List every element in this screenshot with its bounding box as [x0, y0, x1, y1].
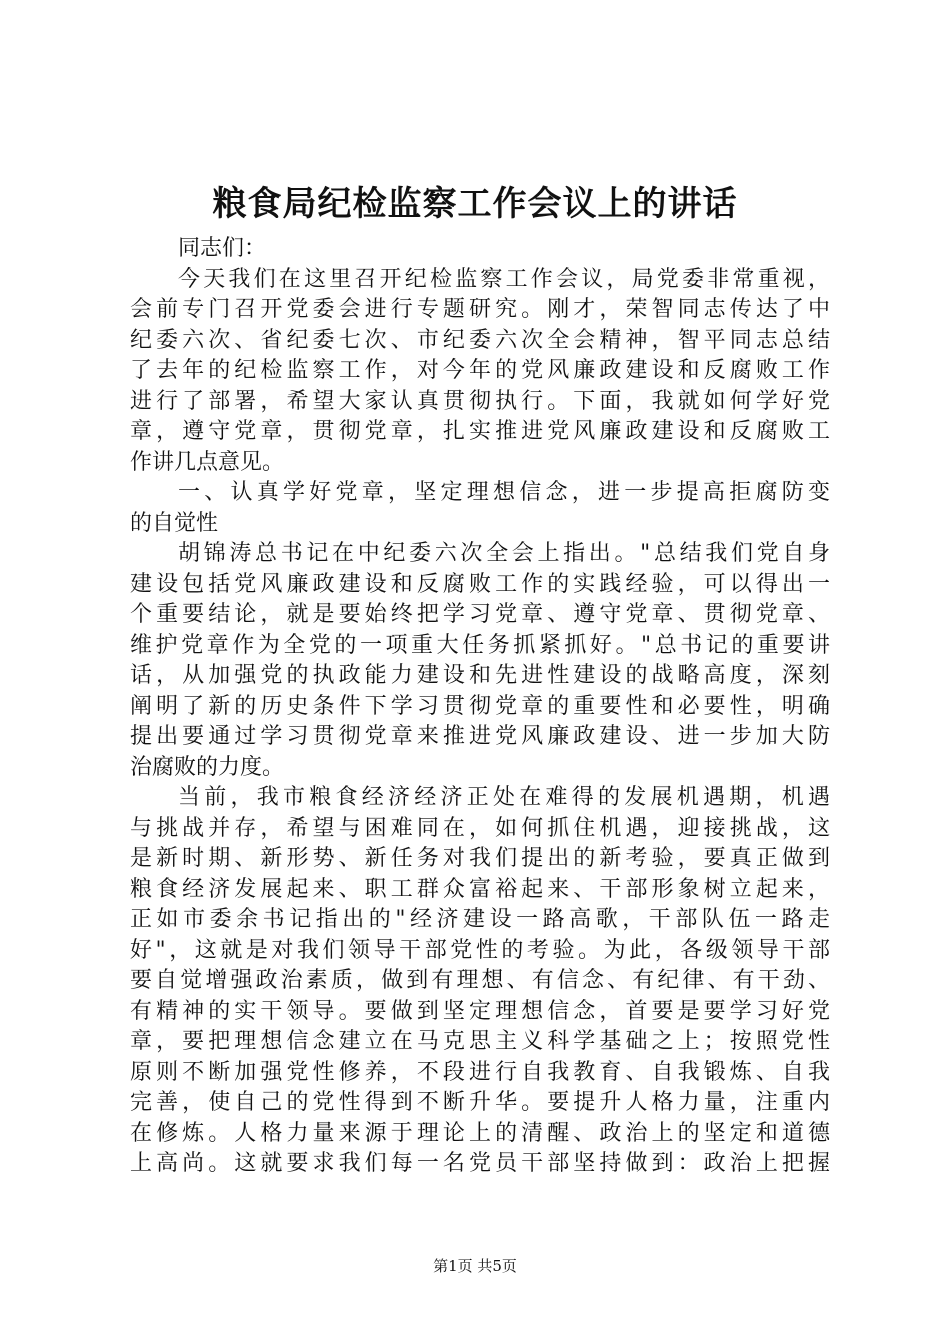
- text-line: 有精神的实干领导。要做到坚定理想信念，首要是要学习好党: [130, 998, 830, 1024]
- text-line: 胡锦涛总书记在中纪委六次全会上指出。"总结我们党自身: [178, 541, 830, 566]
- text-line: 提出要通过学习贯彻党章来推进党风廉政建设、进一步加大防: [130, 724, 830, 749]
- document-title: 粮食局纪检监察工作会议上的讲话: [212, 184, 738, 224]
- text-line: 维护党章作为全党的一项重大任务抓紧抓好。"总书记的重要讲: [130, 632, 830, 658]
- text-line: 章，遵守党章，贯彻党章，扎实推进党风廉政建设和反腐败工: [130, 419, 830, 444]
- text-line: 今天我们在这里召开纪检监察工作会议，局党委非常重视，: [178, 266, 830, 292]
- text-line: 建设包括党风廉政建设和反腐败工作的实践经验，可以得出一: [130, 571, 830, 597]
- text-line: 进行了部署，希望大家认真贯彻执行。下面，我就如何学好党: [130, 388, 830, 414]
- text-line: 上高尚。这就要求我们每一名党员干部坚持做到：政治上把握: [130, 1151, 830, 1176]
- page-footer: 第1页 共5页: [433, 1257, 517, 1275]
- text-line: 好"，这就是对我们领导干部党性的考验。为此，各级领导干部: [130, 937, 830, 963]
- text-line: 与挑战并存，希望与困难同在，如何抓住机遇，迎接挑战，这: [130, 815, 830, 841]
- text-line: 章，要把理想信念建立在马克思主义科学基础之上；按照党性: [130, 1029, 830, 1054]
- text-line: 的自觉性: [130, 510, 219, 536]
- text-line: 原则不断加强党性修养，不段进行自我教育、自我锻炼、自我: [130, 1059, 830, 1085]
- text-line: 是新时期、新形势、新任务对我们提出的新考验，要真正做到: [130, 846, 830, 871]
- text-line: 一、认真学好党章，坚定理想信念，进一步提高拒腐防变: [178, 480, 830, 505]
- text-line: 个重要结论，就是要始终把学习党章、遵守党章、贯彻党章、: [130, 602, 830, 627]
- text-line: 在修炼。人格力量来源于理论上的清醒、政治上的坚定和道德: [130, 1120, 830, 1146]
- text-line: 完善，使自己的党性得到不断升华。要提升人格力量，注重内: [130, 1090, 830, 1115]
- text-line: 正如市委余书记指出的"经济建设一路高歌，干部队伍一路走: [130, 907, 830, 932]
- document-body: [130, 234, 830, 1180]
- text-line: 纪委六次、省纪委七次、市纪委六次全会精神，智平同志总结: [130, 327, 830, 353]
- text-line: 粮食经济发展起来、职工群众富裕起来、干部形象树立起来，: [130, 876, 830, 902]
- text-line: 阐明了新的历史条件下学习贯彻党章的重要性和必要性，明确: [130, 693, 830, 719]
- text-line: 同志们：: [178, 236, 267, 261]
- text-line: 治腐败的力度。: [130, 754, 285, 780]
- text-line: 会前专门召开党委会进行专题研究。刚才，荣智同志传达了中: [130, 297, 830, 322]
- text-line: 话，从加强党的执政能力建设和先进性建设的战略高度，深刻: [130, 663, 830, 688]
- text-line: 作讲几点意见。: [130, 449, 285, 475]
- text-line: 了去年的纪检监察工作，对今年的党风廉政建设和反腐败工作: [130, 358, 830, 383]
- text-line: 当前，我市粮食经济经济正处在难得的发展机遇期，机遇: [178, 785, 830, 810]
- text-line: 要自觉增强政治素质，做到有理想、有信念、有纪律、有干劲、: [130, 968, 830, 993]
